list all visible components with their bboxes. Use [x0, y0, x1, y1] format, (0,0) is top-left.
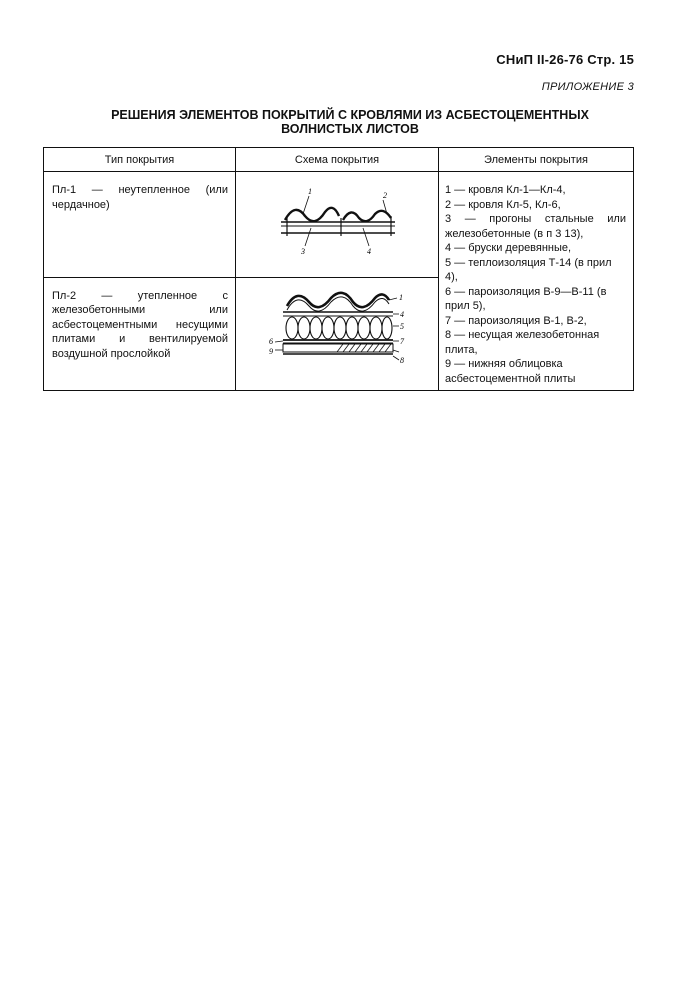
- scheme-label: 6: [269, 336, 273, 346]
- scheme-label: 4: [367, 247, 371, 256]
- cell-scheme-pl1: [236, 172, 439, 278]
- cell-type-pl1: Пл-1 — неутепленное (или чердачное): [44, 172, 236, 278]
- element-item-4: 4 — бруски деревянные,: [445, 242, 572, 254]
- corrugated-sheet-2: [343, 211, 391, 221]
- insulation-loops: [286, 317, 392, 339]
- scheme-label: 9: [269, 346, 273, 356]
- column-header-type: Тип покрытия: [44, 148, 236, 172]
- scheme-pl2-diagram: [257, 278, 417, 368]
- roofing-solutions-table: [43, 147, 634, 391]
- document-reference: СНиП II-26-76 Стр. 15: [496, 52, 634, 67]
- cell-scheme-pl2: [236, 277, 439, 390]
- table-row: [44, 172, 634, 278]
- scheme-label: 1: [399, 292, 403, 302]
- element-item-8: 8 — несущая железобетонная плита,: [445, 329, 600, 356]
- corrugated-sheet-1: [285, 208, 339, 221]
- scheme-label: 3: [301, 247, 305, 256]
- element-item-5: 5 — теплоизоляция Т-14 (в прил 4),: [445, 256, 612, 283]
- scheme-label: 5: [400, 321, 404, 331]
- element-item-2: 2 — кровля Кл-5, Кл-6,: [445, 198, 561, 211]
- title-line-1: РЕШЕНИЯ ЭЛЕМЕНТОВ ПОКРЫТИЙ С КРОВЛЯМИ ИЗ АСБЕСТОЦЕМЕНТНЫХ: [111, 108, 589, 122]
- table-header-row: [44, 148, 634, 172]
- element-item-1: 1 — кровля Кл-1—Кл-4,: [445, 184, 566, 196]
- scheme-label: 2: [383, 191, 387, 200]
- corrugated-roof: [287, 293, 389, 307]
- element-item-7: 7 — пароизоляция В-1, В-2,: [445, 314, 587, 327]
- title-line-2: ВОЛНИСТЫХ ЛИСТОВ: [281, 122, 419, 136]
- slab-hatching: [337, 344, 391, 352]
- column-header-elements: Элементы покрытия: [439, 148, 634, 172]
- page-title: [60, 108, 640, 136]
- cell-type-pl2: Пл-2 — утепленное с железобетонными или асбестоцементными несущими плитами и вентилируемой воздушной прослойкой: [44, 277, 236, 390]
- scheme-label: 1: [308, 187, 312, 196]
- scheme-label: 7: [400, 336, 404, 346]
- element-item-9: 9 — нижняя облицовка асбестоцементной плиты: [445, 358, 576, 385]
- element-item-6: 6 — пароизоляция В-9—В-11 (в прил 5),: [445, 285, 607, 312]
- scheme-label: 4: [400, 309, 404, 319]
- column-header-scheme: Схема покрытия: [236, 148, 439, 172]
- element-item-3: 3 — прогоны стальные или железобетонные (в п 3 13),: [445, 213, 626, 240]
- scheme-pl1-diagram: [257, 172, 417, 272]
- appendix-label: ПРИЛОЖЕНИЕ 3: [541, 81, 634, 93]
- cell-elements: [439, 172, 634, 391]
- scheme-label: 8: [400, 355, 404, 365]
